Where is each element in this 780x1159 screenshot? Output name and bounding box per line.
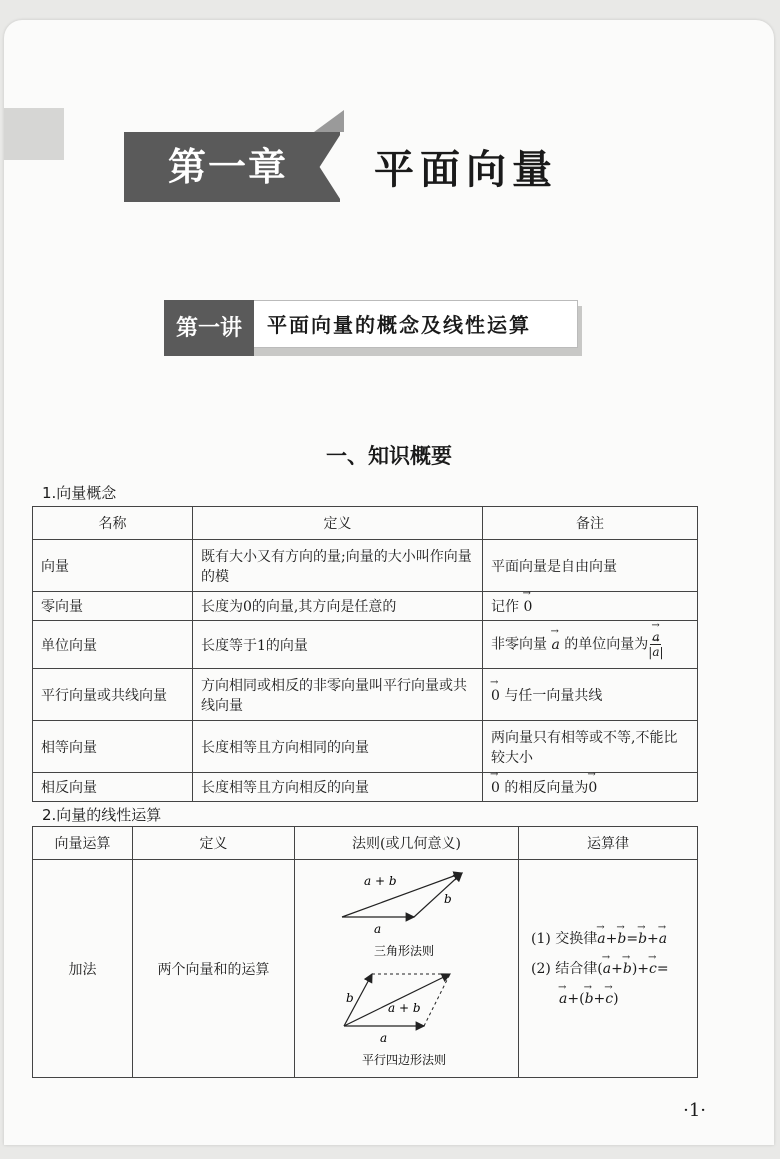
cell-note [483, 621, 698, 669]
banner-fold [314, 110, 344, 132]
lecture-label: 第一讲 [164, 300, 254, 356]
note-text-mid: 的单位向量为 [564, 636, 649, 653]
vector-a-symbol: a → [551, 637, 559, 653]
zero-vector-symbol: 0 → [491, 688, 500, 704]
header-op: 向量运算 [33, 827, 133, 860]
cell-note [483, 592, 698, 621]
page [4, 20, 774, 1145]
page-number: ·1· [683, 1100, 706, 1121]
section-heading: 一、知识概要 [326, 444, 452, 468]
cell-name: 向量 [33, 540, 193, 592]
zero-vector-symbol: 0 → [588, 780, 597, 796]
cell-name: 相反向量 [33, 773, 193, 802]
header-name: 名称 [33, 507, 193, 540]
note-text: 的相反向量为 [504, 780, 589, 796]
cell-def: 长度为0的向量,其方向是任意的 [193, 592, 483, 621]
fig2-caption: 平行四边形法则 [361, 1052, 446, 1067]
cell-note: 两向量只有相等或不等,不能比较大小 [483, 721, 698, 773]
header-law: 运算律 [519, 827, 698, 860]
unit-vector-fraction: $\frac{a \to}{|a \to|}$ [648, 630, 663, 659]
svg-text:a + b: a + b [387, 1000, 421, 1015]
chapter-label: 第一章 [124, 132, 340, 202]
table-row [33, 773, 698, 802]
svg-text:a + b: a + b [363, 873, 397, 888]
subtitle-linear-operations: 2.向量的线性运算 [42, 806, 162, 824]
zero-vector-symbol: 0 → [523, 599, 532, 615]
zero-vector-symbol: 0 → [491, 780, 500, 796]
associative-law: (2) 结合律(a →+b →)+c →= [531, 954, 689, 984]
table-row [33, 592, 698, 621]
svg-text:a: a [373, 921, 381, 936]
cell-def: 长度相等且方向相反的向量 [193, 773, 483, 802]
table-row [33, 860, 698, 1078]
margin-strip [4, 108, 64, 160]
cell-note: 平面向量是自由向量 [483, 540, 698, 592]
cell-rule [295, 860, 519, 1078]
cell-def: 方向相同或相反的非零向量叫平行向量或共线向量 [193, 669, 483, 721]
note-text: 非零向量 [491, 636, 547, 653]
associative-law-cont: a →+(b →+c →) [531, 984, 689, 1014]
svg-text:b: b [443, 891, 452, 906]
cell-note [483, 669, 698, 721]
table-row [33, 669, 698, 721]
cell-def: 既有大小又有方向的量;向量的大小叫作向量的模 [193, 540, 483, 592]
svg-text:b: b [345, 990, 354, 1005]
parallelogram-rule-diagram [332, 964, 482, 1069]
cell-name: 平行向量或共线向量 [33, 669, 193, 721]
cell-def: 长度等于1的向量 [193, 621, 483, 669]
cell-name: 单位向量 [33, 621, 193, 669]
table-header [33, 827, 698, 860]
table-row [33, 721, 698, 773]
svg-text:a: a [379, 1030, 387, 1045]
header-rule: 法则(或几何意义) [295, 827, 519, 860]
header-def: 定义 [133, 827, 295, 860]
header-def: 定义 [193, 507, 483, 540]
table-row [33, 540, 698, 592]
commutative-law: (1) 交换律a →+b →=b →+a → [531, 924, 689, 954]
chapter-title: 平面向量 [374, 146, 558, 193]
table-header [33, 507, 698, 540]
cell-def: 长度相等且方向相同的向量 [193, 721, 483, 773]
cell-name: 相等向量 [33, 721, 193, 773]
subtitle-vector-concepts: 1.向量概念 [42, 484, 117, 502]
cell-op: 加法 [33, 860, 133, 1078]
cell-def: 两个向量和的运算 [133, 860, 295, 1078]
cell-name: 零向量 [33, 592, 193, 621]
vector-concepts-table [32, 506, 698, 802]
note-text: 与任一向量共线 [504, 687, 603, 704]
header-note: 备注 [483, 507, 698, 540]
linear-operations-table [32, 826, 698, 1078]
table-row [33, 621, 698, 669]
lecture-title: 平面向量的概念及线性运算 [252, 300, 578, 348]
fig1-caption: 三角形法则 [373, 943, 434, 958]
cell-laws [519, 860, 698, 1078]
triangle-rule-diagram [332, 865, 482, 960]
note-text: 记作 [491, 599, 519, 615]
cell-note [483, 773, 698, 802]
